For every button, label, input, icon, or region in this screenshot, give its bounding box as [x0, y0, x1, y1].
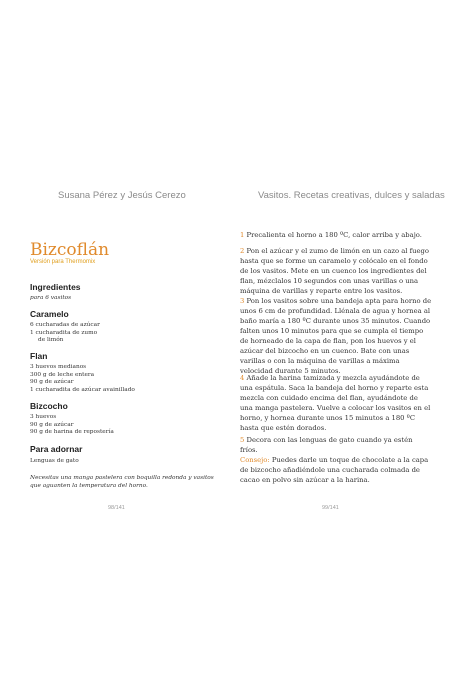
step — [240, 373, 432, 433]
step — [240, 246, 432, 296]
step-number: 1 — [240, 231, 245, 239]
step — [240, 435, 432, 455]
ingredient-line: 300 g de leche entera — [30, 371, 95, 378]
recipe-subtitle: Versión para Thermomix — [30, 259, 96, 265]
step-text: Decora con las lenguas de gato cuando ya estén fríos. — [240, 436, 413, 454]
section-heading-flan: Flan — [30, 351, 48, 361]
section-heading-caramelo: Caramelo — [30, 309, 69, 319]
step-text: Pon los vasitos sobre una bandeja apta para horno de unos 6 cm de profundidad. Llénala de agua y hornea al baño maría a 180 ºC durante unos 35 minutos. Cuando falten unos 10 minutos para que se cumpla el tiempo de horneado de la capa de flan, pon los huevos y el azúcar del bizcocho en un cuenco. Bate con unas varillas o con la máquina de varillas a máxima velocidad durante 5 minutos. — [240, 297, 432, 375]
step-number: 4 — [240, 374, 245, 382]
top-margin — [0, 0, 452, 178]
section-heading-bizcocho: Bizcocho — [30, 401, 68, 411]
ingredient-line: 90 g de azúcar — [30, 379, 74, 386]
tip-text: Puedes darle un toque de chocolate a la capa de bizcocho añadiéndole una cucharada colmada de cacao en polvo sin azúcar a la harina. — [240, 456, 429, 484]
ingredient-line: 3 huevos — [30, 414, 57, 420]
ingredient-line: 6 cucharadas de azúcar — [30, 322, 100, 328]
equipment-note: Necesitas una manga pastelera con boquilla redonda y vasitos que aguanten la temperatura del horno. — [30, 475, 214, 489]
ingredient-line: de limón — [38, 337, 64, 344]
ingredients-heading: Ingredientes — [30, 282, 81, 292]
tip — [240, 455, 432, 485]
step-text: Precalienta el horno a 180 ºC, calor arriba y abajo. — [246, 231, 422, 239]
running-header-right: Vasitos. Recetas creativas, dulces y saladas — [258, 190, 445, 201]
tip-label: Consejo: — [240, 456, 270, 464]
ingredient-line: 90 g de harina de repostería — [30, 429, 114, 436]
section-heading-adornar: Para adornar — [30, 444, 83, 454]
page-number-left: 98/141 — [108, 505, 125, 511]
step — [240, 296, 432, 376]
step-text: Añade la harina tamizada y mezcla ayudándote de una espátula. Saca la bandeja del horno y reparte esta mezcla con cuidado encima del flan, ayudándote de una manga pastelera. Vuelve a colocar los vasitos en el horno, y hornea durante unos 15 minutos a 180 ºC hasta que estén dorados. — [240, 374, 431, 432]
step-text: Pon el azúcar y el zumo de limón en un cazo al fuego hasta que se forme un caramelo y colócalo en el fondo de los vasitos. Mete en un cuenco los ingredientes del flan, mézclalos 10 segundos con unas varillas o una máquina de varillas y reparte entre los vasitos. — [240, 247, 429, 295]
ingredient-line: Lenguas de gato — [30, 458, 79, 464]
recipe-title: Bizcoflán — [30, 240, 110, 260]
ingredient-line: 3 huevos medianos — [30, 364, 87, 370]
step — [240, 230, 432, 240]
ingredient-line: 90 g de azúcar — [30, 421, 74, 428]
ingredient-line: 1 cucharadita de azúcar avainillado — [30, 386, 135, 393]
ingredient-line: 1 cucharadita de zumo — [30, 329, 98, 336]
step-number: 5 — [240, 436, 245, 444]
step-number: 3 — [240, 297, 245, 305]
running-header-left: Susana Pérez y Jesús Cerezo — [58, 190, 186, 201]
page-number-right: 99/141 — [322, 505, 339, 511]
bottom-margin — [0, 518, 452, 698]
step-number: 2 — [240, 247, 245, 255]
servings: para 6 vasitos — [30, 295, 72, 301]
